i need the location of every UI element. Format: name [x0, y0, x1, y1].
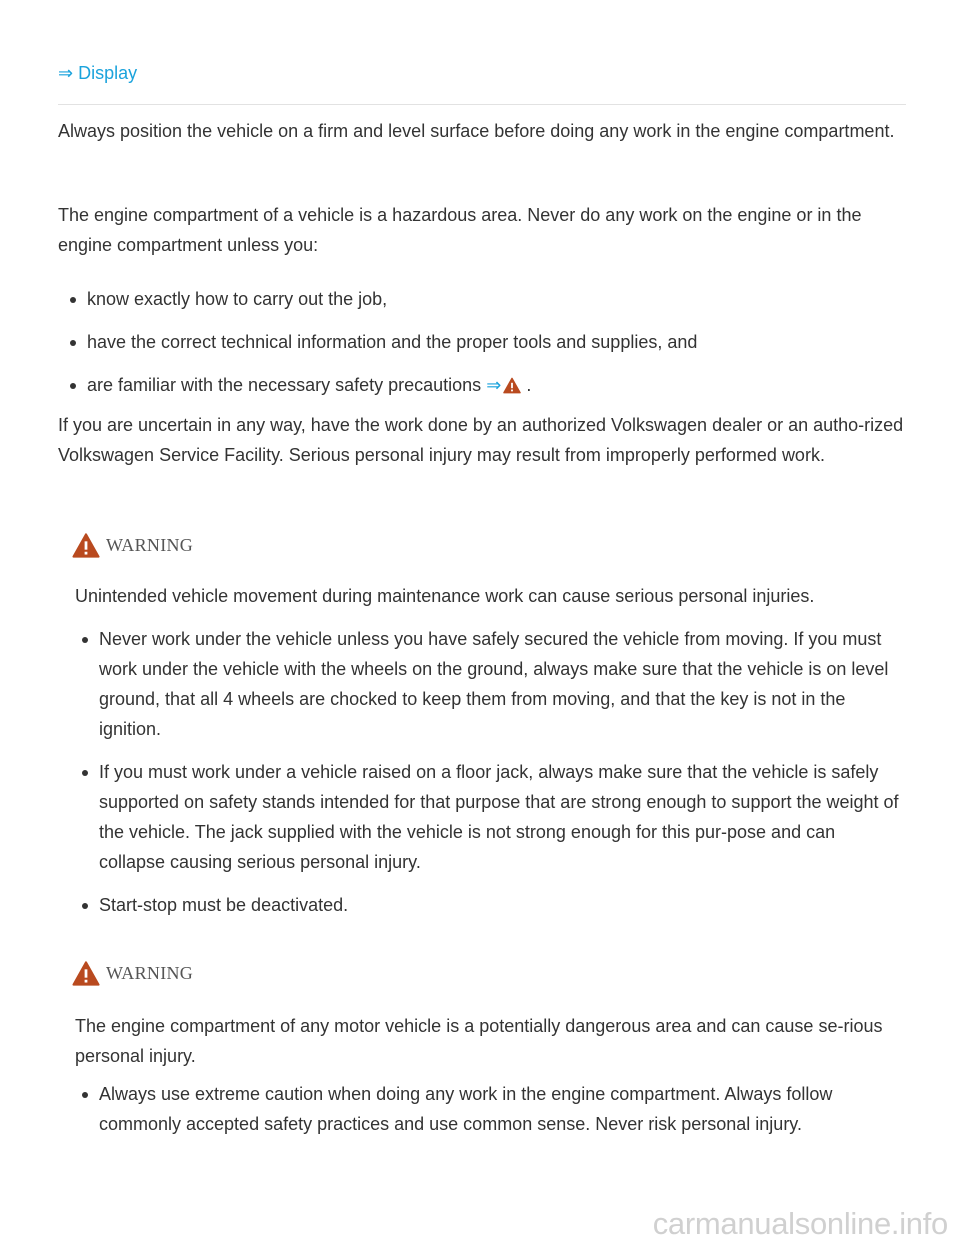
warning-triangle-icon — [72, 961, 100, 986]
list-item: Start-stop must be deactivated. — [70, 890, 900, 920]
warning-label: WARNING — [106, 963, 194, 983]
intro-paragraph-1: Always position the vehicle on a firm and level surface before doing any work in the engine compartment. — [58, 121, 895, 141]
list-item: have the correct technical information and the proper tools and supplies, and — [58, 327, 906, 357]
warning-1-list — [70, 624, 900, 920]
warning-heading-2 — [72, 961, 193, 986]
list-item: know exactly how to carry out the job, — [58, 284, 906, 314]
section-divider — [58, 104, 906, 105]
requirements-list — [58, 284, 906, 400]
list-item: Never work under the vehicle unless you have safely secured the vehicle from moving. If you must work under the vehicle with the wheels on the ground, always make sure that the vehicle is on level ground, that all 4 wheels are chocked to keep them from moving, and that the key is not in the ignition. — [70, 624, 900, 744]
warning-label: WARNING — [106, 535, 194, 555]
intro-paragraph-2: The engine compartment of a vehicle is a hazardous area. Never do any work on the engine or in the engine compartment unless you: — [58, 205, 862, 255]
warning-2-list — [70, 1079, 900, 1139]
warning-2-intro: The engine compartment of any motor vehicle is a potentially dangerous area and can cause se-rious personal injury. — [75, 1016, 883, 1066]
display-link[interactable] — [58, 63, 137, 84]
warning-1-intro: Unintended vehicle movement during maintenance work can cause serious personal injuries. — [75, 586, 815, 606]
uncertain-paragraph: If you are uncertain in any way, have the work done by an authorized Volkswagen dealer or an autho-rized Volkswagen Service Facility. Serious personal injury may result from improperly performed work. — [58, 415, 904, 465]
watermark: carmanualsonline.info — [652, 1206, 948, 1241]
list-item: If you must work under a vehicle raised on a floor jack, always make sure that the vehicle is safely supported on safety stands intended for that purpose that are strong enough to support the weight of the vehicle. The jack supplied with the vehicle is not strong enough for this pur-pose and can collapse causing serious personal injury. — [70, 757, 900, 877]
warning-heading-1 — [72, 533, 193, 558]
display-link-arrow: ⇒ — [58, 63, 74, 83]
list-item: Always use extreme caution when doing any work in the engine compartment. Always follow commonly accepted safety practices and use common sense. Never risk personal injury. — [70, 1079, 900, 1139]
safety-reference-link[interactable]: ⇒ — [486, 375, 521, 395]
warning-triangle-icon — [72, 533, 100, 558]
display-link-label: Display — [78, 63, 138, 83]
list-item: are familiar with the necessary safety precautions ⇒ . — [58, 370, 906, 400]
warning-triangle-icon — [503, 377, 521, 394]
